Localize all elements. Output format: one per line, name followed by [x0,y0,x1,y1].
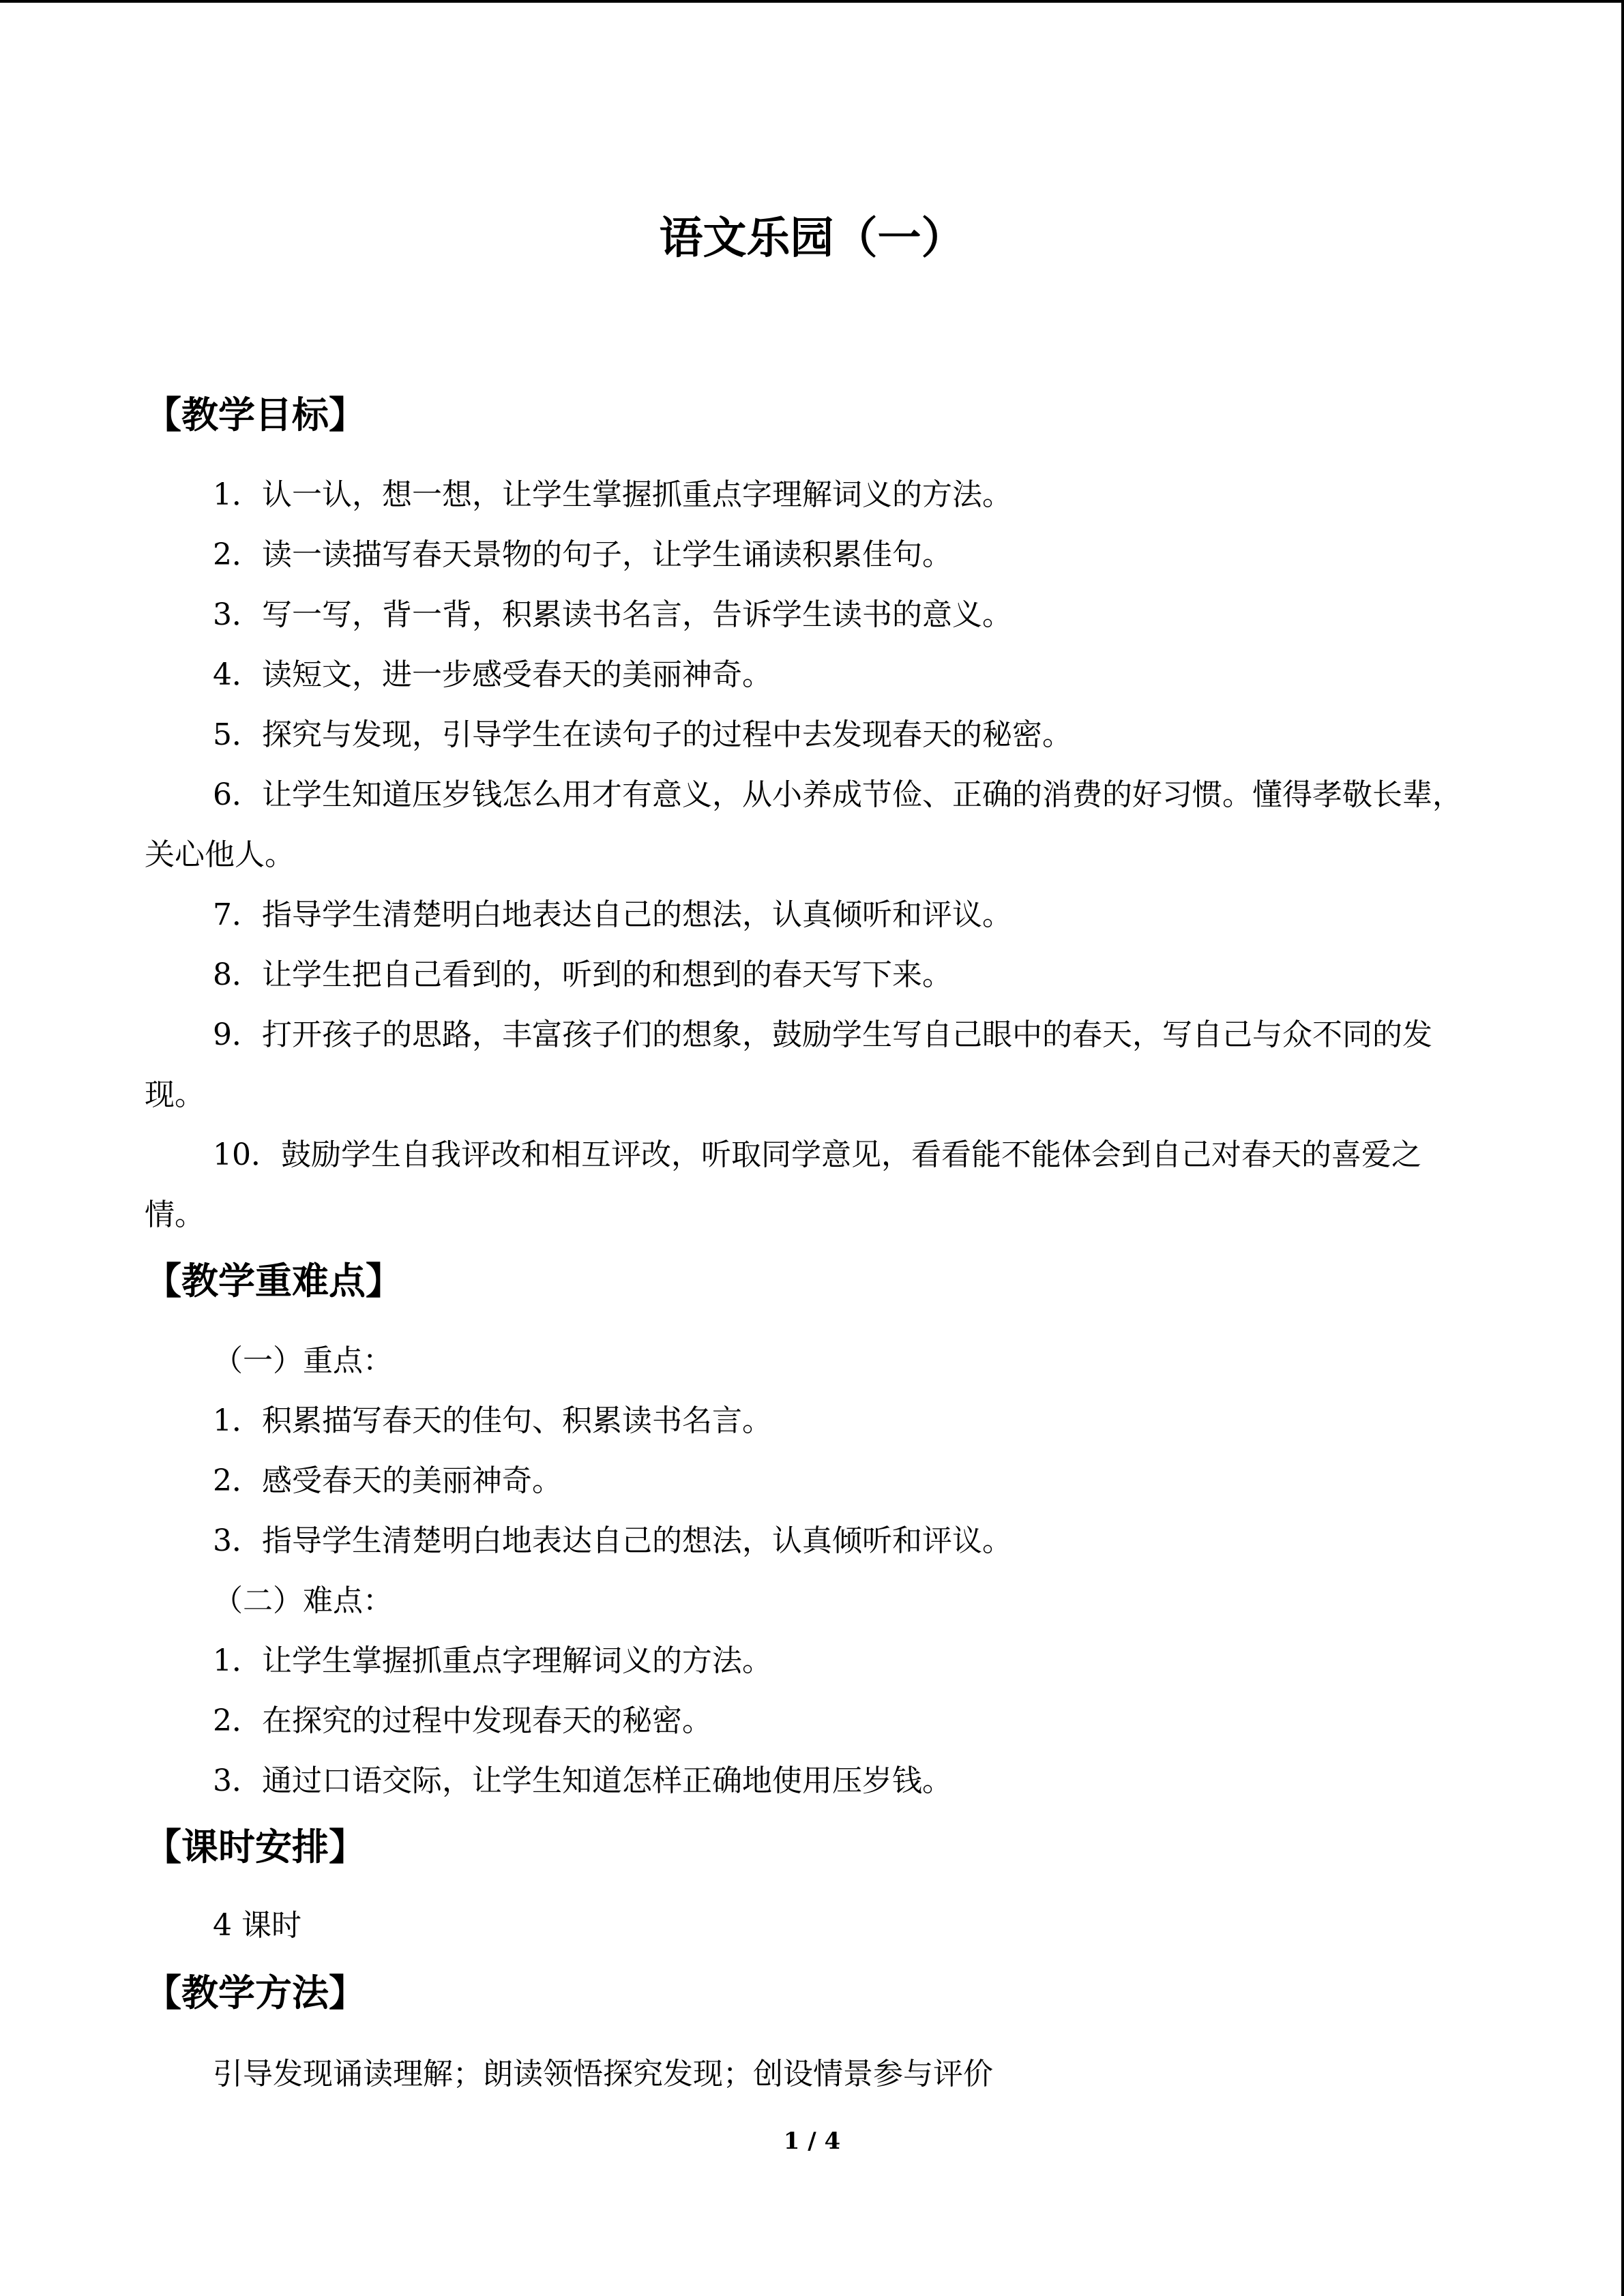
goal-item-8: 8．让学生把自己看到的，听到的和想到的春天写下来。 [213,957,952,992]
goal-item-7: 7．指导学生清楚明白地表达自己的想法，认真倾听和评议。 [213,897,1012,932]
goal-item-4: 4．读短文，进一步感受春天的美丽神奇。 [213,657,772,692]
top-border [0,0,1624,3]
difficult-item-1: 1．让学生掌握抓重点字理解词义的方法。 [213,1643,772,1678]
goal-item-5: 5．探究与发现，引导学生在读句子的过程中去发现春天的秘密。 [213,717,1072,752]
key-label: （一）重点： [213,1343,393,1378]
goal-item-10: 10．鼓励学生自我评改和相互评改，听取同学意见，看看能不能体会到自己对春天的喜爱之情。 [145,1137,1421,1232]
difficult-item-2: 2．在探究的过程中发现春天的秘密。 [213,1703,712,1738]
schedule-text: 4 课时 [213,1908,301,1943]
page-number: 1 / 4 [783,2128,841,2155]
key-item-3: 3．指导学生清楚明白地表达自己的想法，认真倾听和评议。 [213,1523,1012,1558]
methods-heading: 【教学方法】 [145,1971,366,2014]
goals-heading: 【教学目标】 [145,393,366,436]
goal-item-2: 2．读一读描写春天景物的句子，让学生诵读积累佳句。 [213,537,952,572]
key-item-2: 2．感受春天的美丽神奇。 [213,1463,562,1498]
right-border [1621,0,1624,2296]
page-title: 语文乐园（一） [659,213,965,264]
difficult-item-3: 3．通过口语交际，让学生知道怎样正确地使用压岁钱。 [213,1763,952,1798]
key-item-1: 1．积累描写春天的佳句、积累读书名言。 [213,1403,772,1438]
goal-item-1: 1．认一认，想一想，让学生掌握抓重点字理解词义的方法。 [213,477,1012,512]
keypoints-heading: 【教学重难点】 [145,1259,402,1302]
schedule-heading: 【课时安排】 [145,1825,366,1868]
goal-item-3: 3．写一写，背一背，积累读书名言，告诉学生读书的意义。 [213,597,1012,632]
methods-text: 引导发现诵读理解；朗读领悟探究发现；创设情景参与评价 [213,2057,993,2091]
goal-item-9: 9．打开孩子的思路，丰富孩子们的想象，鼓励学生写自己眼中的春天，写自己与众不同的发现。 [145,1017,1432,1112]
goal-item-6: 6．让学生知道压岁钱怎么用才有意义，从小养成节俭、正确的消费的好习惯。懂得孝敬长辈，关心他人。 [145,777,1462,872]
difficult-label: （二）难点： [213,1583,393,1618]
